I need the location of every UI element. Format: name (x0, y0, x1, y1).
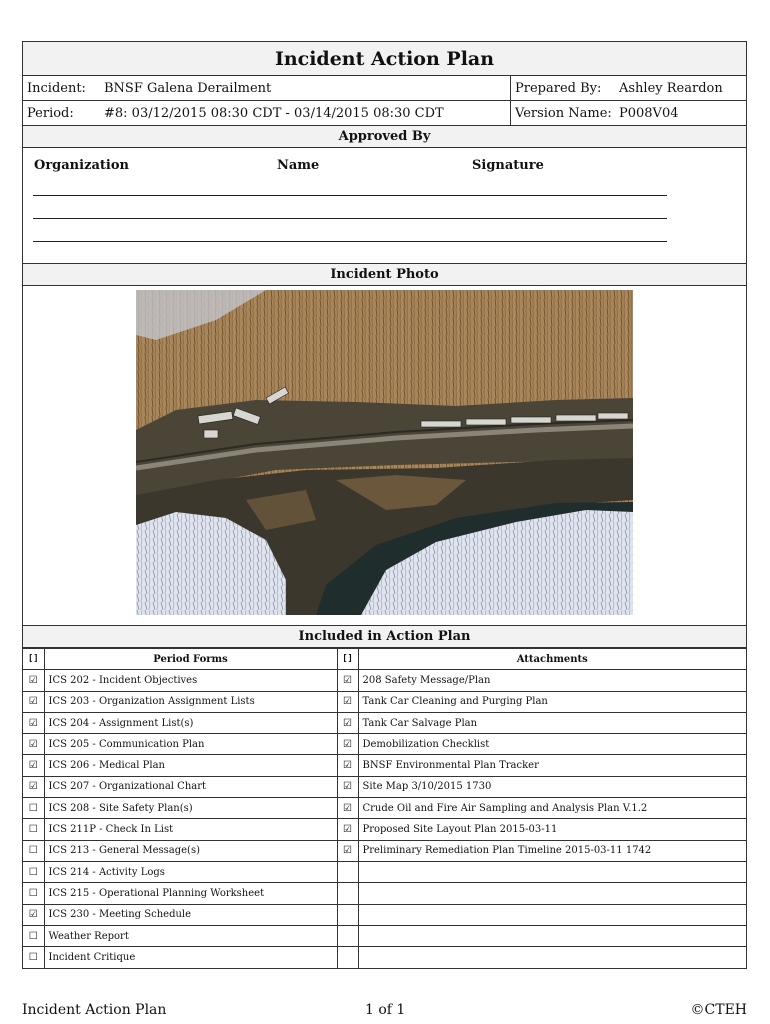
signature-line (33, 241, 667, 242)
signature-column-label: Signature (472, 158, 544, 173)
empty-cell (337, 904, 358, 925)
empty-cell (337, 861, 358, 882)
period-form-name: ICS 202 - Incident Objectives (44, 670, 337, 691)
empty-cell (337, 883, 358, 904)
footer-title: Incident Action Plan (22, 1002, 167, 1018)
unchecked-checkbox[interactable]: ☐ (23, 861, 44, 882)
empty-cell (337, 925, 358, 946)
attachment-name: Tank Car Cleaning and Purging Plan (358, 691, 746, 712)
period-form-name: ICS 203 - Organization Assignment Lists (44, 691, 337, 712)
unchecked-checkbox[interactable]: ☐ (23, 840, 44, 861)
period-forms-header: Period Forms (44, 649, 337, 670)
empty-cell (337, 947, 358, 968)
period-value: #8: 03/12/2015 08:30 CDT - 03/14/2015 08:30 CDT (104, 105, 444, 121)
period-form-name: Incident Critique (44, 947, 337, 968)
page-footer (22, 1002, 747, 1022)
copyright: ©CTEH (690, 1002, 747, 1018)
page-number: 1 of 1 (365, 1002, 406, 1018)
unchecked-checkbox[interactable]: ☐ (23, 819, 44, 840)
attachment-name: 208 Safety Message/Plan (358, 670, 746, 691)
checked-checkbox[interactable]: ☑ (337, 755, 358, 776)
attachment-name (358, 861, 746, 882)
incident-photo-section (23, 286, 746, 626)
table-row (23, 883, 746, 904)
approved-by-section (23, 148, 746, 264)
period-form-name: ICS 206 - Medical Plan (44, 755, 337, 776)
table-row (23, 904, 746, 925)
attachments-checkbox-header: [] (337, 649, 358, 670)
version-label: Version Name: (515, 105, 612, 121)
unchecked-checkbox[interactable]: ☐ (23, 883, 44, 904)
name-column-label: Name (277, 158, 320, 173)
included-in-plan-heading: Included in Action Plan (23, 626, 746, 648)
checked-checkbox[interactable]: ☑ (23, 712, 44, 733)
incident-label: Incident: (27, 80, 86, 96)
table-row (23, 925, 746, 946)
table-row (23, 734, 746, 755)
checked-checkbox[interactable]: ☑ (337, 712, 358, 733)
period-form-name: ICS 211P - Check In List (44, 819, 337, 840)
incident-row (23, 76, 746, 101)
table-row (23, 840, 746, 861)
period-row (23, 101, 746, 126)
attachment-name: Demobilization Checklist (358, 734, 746, 755)
table-row (23, 670, 746, 691)
table-row (23, 776, 746, 797)
version-value: P008V04 (619, 105, 679, 121)
attachment-name: Preliminary Remediation Plan Timeline 2015-03-11 1742 (358, 840, 746, 861)
table-row (23, 712, 746, 733)
table-row (23, 819, 746, 840)
period-form-name: ICS 230 - Meeting Schedule (44, 904, 337, 925)
checked-checkbox[interactable]: ☑ (337, 798, 358, 819)
period-label: Period: (27, 105, 74, 121)
period-form-name: ICS 205 - Communication Plan (44, 734, 337, 755)
included-items-table (23, 648, 746, 968)
aerial-photo-image (136, 290, 633, 615)
unchecked-checkbox[interactable]: ☐ (23, 925, 44, 946)
attachment-name: Proposed Site Layout Plan 2015-03-11 (358, 819, 746, 840)
incident-action-plan-form (22, 41, 747, 969)
checked-checkbox[interactable]: ☑ (337, 840, 358, 861)
approved-by-heading: Approved By (23, 126, 746, 148)
signature-line (33, 218, 667, 219)
checked-checkbox[interactable]: ☑ (337, 691, 358, 712)
organization-column-label: Organization (34, 158, 129, 173)
checked-checkbox[interactable]: ☑ (337, 819, 358, 840)
checked-checkbox[interactable]: ☑ (23, 670, 44, 691)
attachment-name: Site Map 3/10/2015 1730 (358, 776, 746, 797)
period-form-name: ICS 204 - Assignment List(s) (44, 712, 337, 733)
prepared-by-value: Ashley Reardon (619, 80, 723, 96)
attachment-name: Tank Car Salvage Plan (358, 712, 746, 733)
incident-value: BNSF Galena Derailment (104, 80, 272, 96)
unchecked-checkbox[interactable]: ☐ (23, 947, 44, 968)
checked-checkbox[interactable]: ☑ (23, 734, 44, 755)
page-title: Incident Action Plan (23, 42, 746, 76)
attachment-name (358, 947, 746, 968)
period-form-name: ICS 214 - Activity Logs (44, 861, 337, 882)
checked-checkbox[interactable]: ☑ (23, 776, 44, 797)
prepared-by-label: Prepared By: (515, 80, 602, 96)
checked-checkbox[interactable]: ☑ (337, 670, 358, 691)
checked-checkbox[interactable]: ☑ (23, 755, 44, 776)
checked-checkbox[interactable]: ☑ (337, 734, 358, 755)
period-form-name: ICS 207 - Organizational Chart (44, 776, 337, 797)
unchecked-checkbox[interactable]: ☐ (23, 798, 44, 819)
incident-photo-heading: Incident Photo (23, 264, 746, 286)
incident-aerial-photo (136, 290, 633, 615)
table-row (23, 798, 746, 819)
table-row (23, 861, 746, 882)
table-row (23, 755, 746, 776)
forms-checkbox-header: [] (23, 649, 44, 670)
table-row (23, 691, 746, 712)
attachment-name: BNSF Environmental Plan Tracker (358, 755, 746, 776)
table-row (23, 947, 746, 968)
checked-checkbox[interactable]: ☑ (23, 904, 44, 925)
attachment-name (358, 904, 746, 925)
period-form-name: ICS 213 - General Message(s) (44, 840, 337, 861)
signature-line (33, 195, 667, 196)
period-form-name: Weather Report (44, 925, 337, 946)
attachment-name (358, 883, 746, 904)
attachment-name (358, 925, 746, 946)
checked-checkbox[interactable]: ☑ (337, 776, 358, 797)
attachment-name: Crude Oil and Fire Air Sampling and Analysis Plan V.1.2 (358, 798, 746, 819)
checked-checkbox[interactable]: ☑ (23, 691, 44, 712)
attachments-header: Attachments (358, 649, 746, 670)
period-form-name: ICS 215 - Operational Planning Worksheet (44, 883, 337, 904)
period-form-name: ICS 208 - Site Safety Plan(s) (44, 798, 337, 819)
